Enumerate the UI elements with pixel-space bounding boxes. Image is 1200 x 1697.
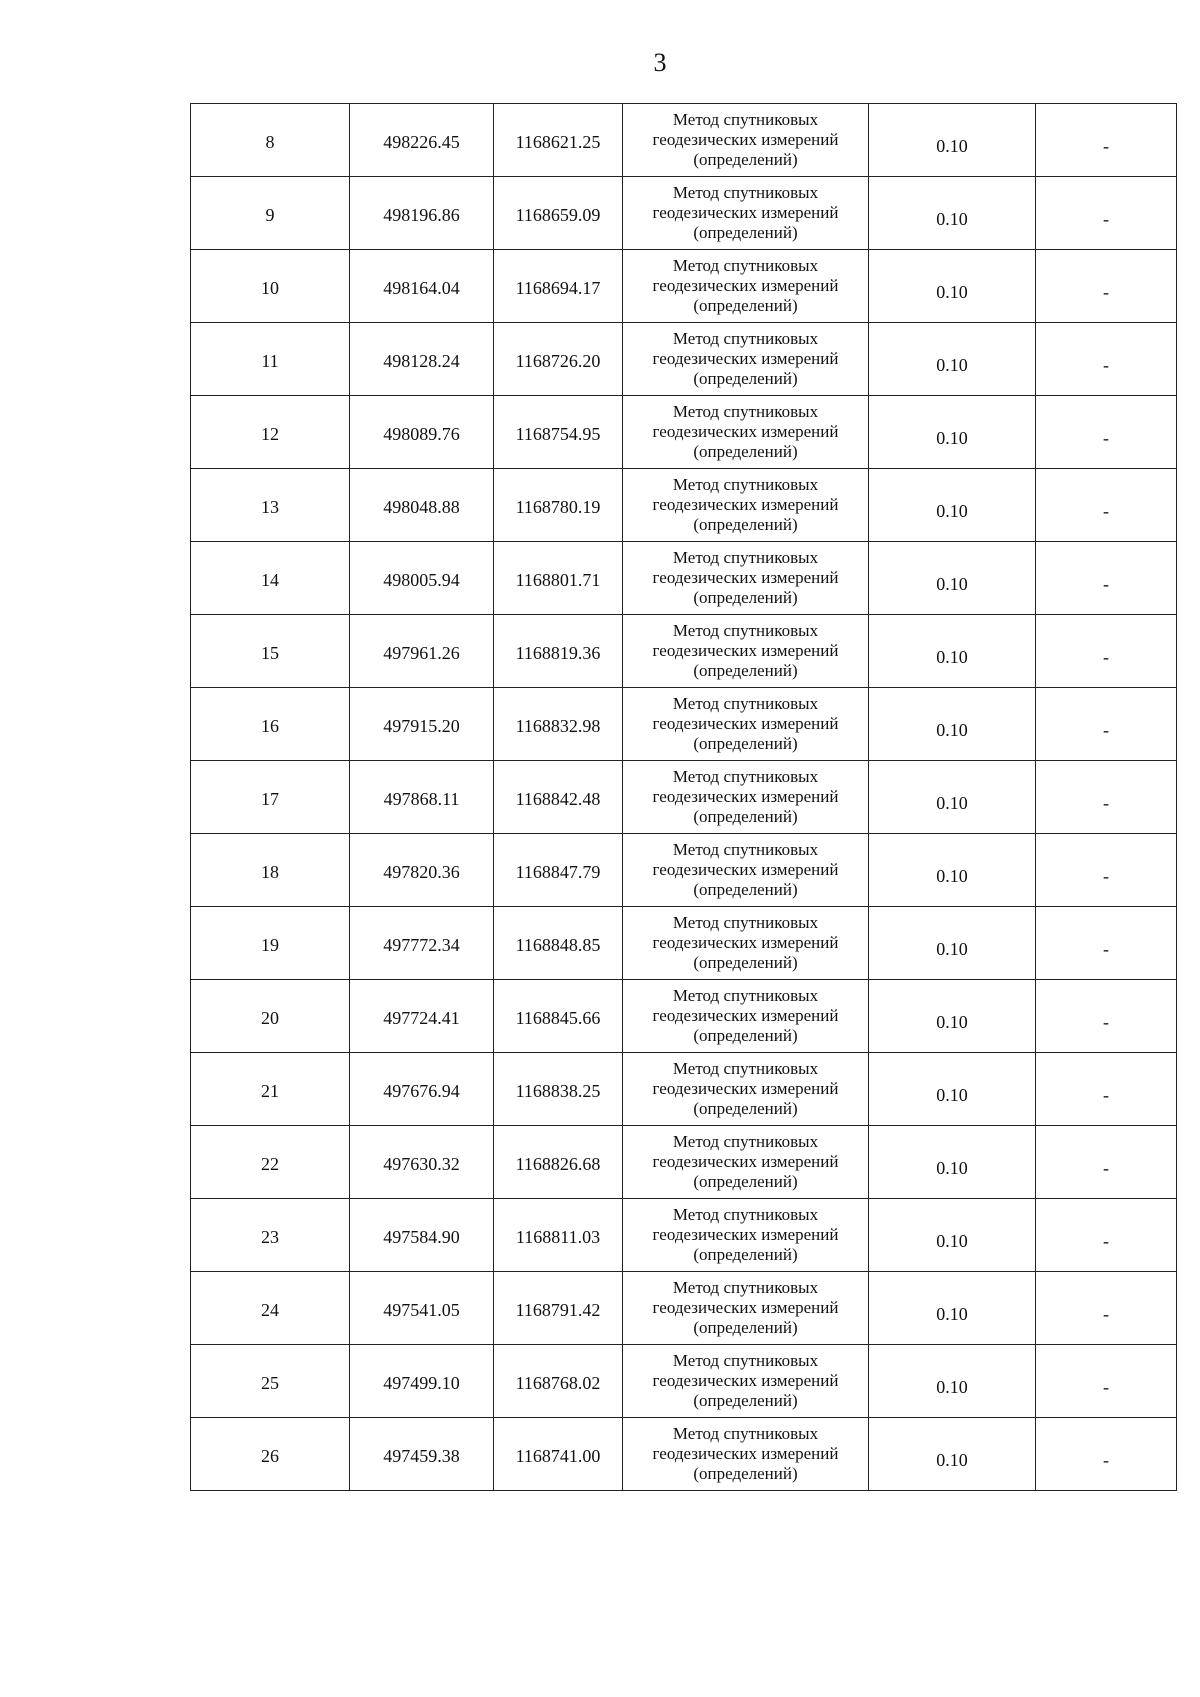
point-number-cell-text: 24	[261, 1300, 279, 1321]
method-line: геодезических измерений	[652, 202, 839, 222]
table-row	[191, 250, 1177, 323]
extra-cell-text: -	[1103, 209, 1109, 230]
method-line: геодезических измерений	[652, 1005, 839, 1025]
method-line: геодезических измерений	[652, 1078, 839, 1098]
x-coordinate-cell	[350, 834, 494, 907]
point-number-cell	[191, 250, 350, 323]
x-coordinate-cell	[350, 177, 494, 250]
y-coordinate-cell	[494, 177, 623, 250]
method-line: (определений)	[693, 296, 798, 316]
table-row	[191, 761, 1177, 834]
x-coordinate-cell	[350, 396, 494, 469]
y-coordinate-cell-text: 1168780.19	[515, 497, 601, 518]
extra-cell	[1036, 396, 1177, 469]
table-row	[191, 396, 1177, 469]
table-row	[191, 1345, 1177, 1418]
method-line: Метод спутниковых	[672, 839, 819, 859]
extra-cell-text: -	[1103, 574, 1109, 595]
method-cell	[623, 615, 869, 688]
point-number-cell	[191, 615, 350, 688]
point-number-cell-text: 13	[261, 497, 279, 518]
y-coordinate-cell-text: 1168838.25	[515, 1081, 601, 1102]
extra-cell	[1036, 1345, 1177, 1418]
method-cell	[623, 761, 869, 834]
y-coordinate-cell	[494, 1345, 623, 1418]
point-number-cell-text: 22	[261, 1154, 279, 1175]
y-coordinate-cell-text: 1168768.02	[515, 1373, 601, 1394]
method-cell	[623, 104, 869, 177]
table-row	[191, 1272, 1177, 1345]
extra-cell	[1036, 1418, 1177, 1491]
x-coordinate-cell	[350, 615, 494, 688]
method-cell	[623, 1199, 869, 1272]
table-row	[191, 834, 1177, 907]
method-line: геодезических измерений	[652, 567, 839, 587]
method-cell	[623, 834, 869, 907]
method-line: (определений)	[693, 1026, 798, 1046]
extra-cell-text: -	[1103, 939, 1109, 960]
method-line: геодезических измерений	[652, 640, 839, 660]
method-line: Метод спутниковых	[672, 255, 819, 275]
y-coordinate-cell-text: 1168726.20	[515, 351, 601, 372]
accuracy-cell	[869, 1418, 1036, 1491]
table-row	[191, 542, 1177, 615]
extra-cell-text: -	[1103, 866, 1109, 887]
accuracy-cell	[869, 1126, 1036, 1199]
y-coordinate-cell-text: 1168847.79	[515, 862, 601, 883]
point-number-cell-text: 12	[261, 424, 279, 445]
method-cell	[623, 1418, 869, 1491]
method-line: Метод спутниковых	[672, 693, 819, 713]
table-row	[191, 688, 1177, 761]
table-row	[191, 980, 1177, 1053]
method-line: геодезических измерений	[652, 932, 839, 952]
accuracy-cell-text: 0.10	[936, 647, 968, 668]
method-line: Метод спутниковых	[672, 547, 819, 567]
point-number-cell	[191, 907, 350, 980]
accuracy-cell	[869, 177, 1036, 250]
point-number-cell-text: 23	[261, 1227, 279, 1248]
method-line: Метод спутниковых	[672, 620, 819, 640]
y-coordinate-cell	[494, 104, 623, 177]
method-cell	[623, 688, 869, 761]
method-line: Метод спутниковых	[672, 766, 819, 786]
method-line: геодезических измерений	[652, 1443, 839, 1463]
accuracy-cell-text: 0.10	[936, 501, 968, 522]
method-line: (определений)	[693, 661, 798, 681]
accuracy-cell-text: 0.10	[936, 1450, 968, 1471]
extra-cell-text: -	[1103, 1158, 1109, 1179]
x-coordinate-cell	[350, 688, 494, 761]
method-line: геодезических измерений	[652, 421, 839, 441]
method-cell	[623, 1345, 869, 1418]
accuracy-cell-text: 0.10	[936, 1377, 968, 1398]
y-coordinate-cell-text: 1168694.17	[515, 278, 601, 299]
x-coordinate-cell-text: 498196.86	[383, 205, 460, 226]
accuracy-cell-text: 0.10	[936, 1085, 968, 1106]
y-coordinate-cell	[494, 542, 623, 615]
method-line: геодезических измерений	[652, 129, 839, 149]
x-coordinate-cell-text: 498005.94	[383, 570, 460, 591]
extra-cell	[1036, 1053, 1177, 1126]
accuracy-cell-text: 0.10	[936, 720, 968, 741]
x-coordinate-cell-text: 498128.24	[383, 351, 460, 372]
point-number-cell	[191, 1418, 350, 1491]
method-line: геодезических измерений	[652, 1370, 839, 1390]
y-coordinate-cell	[494, 1199, 623, 1272]
accuracy-cell-text: 0.10	[936, 793, 968, 814]
extra-cell-text: -	[1103, 1304, 1109, 1325]
method-line: (определений)	[693, 1464, 798, 1484]
method-line: Метод спутниковых	[672, 985, 819, 1005]
point-number-cell-text: 8	[265, 132, 275, 153]
method-cell	[623, 980, 869, 1053]
table-row	[191, 177, 1177, 250]
y-coordinate-cell	[494, 1126, 623, 1199]
x-coordinate-cell-text: 497541.05	[383, 1300, 460, 1321]
method-line: (определений)	[693, 369, 798, 389]
y-coordinate-cell-text: 1168819.36	[515, 643, 601, 664]
x-coordinate-cell-text: 497676.94	[383, 1081, 460, 1102]
x-coordinate-cell-text: 497915.20	[383, 716, 460, 737]
x-coordinate-cell	[350, 1345, 494, 1418]
x-coordinate-cell	[350, 761, 494, 834]
x-coordinate-cell-text: 497459.38	[383, 1446, 460, 1467]
x-coordinate-cell-text: 497630.32	[383, 1154, 460, 1175]
extra-cell	[1036, 104, 1177, 177]
accuracy-cell	[869, 1345, 1036, 1418]
extra-cell	[1036, 1126, 1177, 1199]
y-coordinate-cell-text: 1168801.71	[515, 570, 601, 591]
y-coordinate-cell	[494, 1272, 623, 1345]
method-cell	[623, 323, 869, 396]
point-number-cell-text: 21	[261, 1081, 279, 1102]
point-number-cell	[191, 323, 350, 396]
accuracy-cell	[869, 104, 1036, 177]
accuracy-cell-text: 0.10	[936, 574, 968, 595]
table-row	[191, 1053, 1177, 1126]
point-number-cell	[191, 469, 350, 542]
method-line: (определений)	[693, 1245, 798, 1265]
accuracy-cell	[869, 250, 1036, 323]
x-coordinate-cell-text: 498089.76	[383, 424, 460, 445]
point-number-cell-text: 18	[261, 862, 279, 883]
method-line: (определений)	[693, 223, 798, 243]
method-line: (определений)	[693, 1172, 798, 1192]
method-line: геодезических измерений	[652, 1224, 839, 1244]
method-line: Метод спутниковых	[672, 912, 819, 932]
y-coordinate-cell-text: 1168832.98	[515, 716, 601, 737]
x-coordinate-cell-text: 497820.36	[383, 862, 460, 883]
extra-cell	[1036, 980, 1177, 1053]
extra-cell-text: -	[1103, 501, 1109, 522]
method-cell	[623, 396, 869, 469]
point-number-cell	[191, 396, 350, 469]
extra-cell	[1036, 177, 1177, 250]
y-coordinate-cell-text: 1168848.85	[515, 935, 601, 956]
point-number-cell	[191, 542, 350, 615]
x-coordinate-cell-text: 497868.11	[383, 789, 460, 810]
accuracy-cell-text: 0.10	[936, 428, 968, 449]
extra-cell	[1036, 542, 1177, 615]
point-number-cell-text: 19	[261, 935, 279, 956]
point-number-cell	[191, 1126, 350, 1199]
accuracy-cell-text: 0.10	[936, 1231, 968, 1252]
y-coordinate-cell-text: 1168845.66	[515, 1008, 601, 1029]
method-line: (определений)	[693, 1099, 798, 1119]
table-row	[191, 1418, 1177, 1491]
extra-cell	[1036, 688, 1177, 761]
method-line: Метод спутниковых	[672, 109, 819, 129]
point-number-cell	[191, 761, 350, 834]
method-cell	[623, 469, 869, 542]
accuracy-cell-text: 0.10	[936, 1158, 968, 1179]
method-cell	[623, 1272, 869, 1345]
extra-cell-text: -	[1103, 793, 1109, 814]
point-number-cell-text: 9	[265, 205, 275, 226]
method-line: Метод спутниковых	[672, 474, 819, 494]
table-row	[191, 1126, 1177, 1199]
x-coordinate-cell	[350, 1126, 494, 1199]
extra-cell	[1036, 1272, 1177, 1345]
method-line: Метод спутниковых	[672, 1350, 819, 1370]
point-number-cell	[191, 834, 350, 907]
method-line: (определений)	[693, 953, 798, 973]
accuracy-cell-text: 0.10	[936, 939, 968, 960]
x-coordinate-cell	[350, 323, 494, 396]
y-coordinate-cell	[494, 1053, 623, 1126]
point-number-cell-text: 20	[261, 1008, 279, 1029]
accuracy-cell	[869, 1199, 1036, 1272]
x-coordinate-cell-text: 497724.41	[383, 1008, 460, 1029]
accuracy-cell-text: 0.10	[936, 282, 968, 303]
method-line: геодезических измерений	[652, 275, 839, 295]
point-number-cell-text: 17	[261, 789, 279, 810]
method-line: Метод спутниковых	[672, 1204, 819, 1224]
point-number-cell	[191, 177, 350, 250]
x-coordinate-cell	[350, 1053, 494, 1126]
point-number-cell-text: 25	[261, 1373, 279, 1394]
y-coordinate-cell	[494, 615, 623, 688]
accuracy-cell	[869, 688, 1036, 761]
y-coordinate-cell-text: 1168659.09	[515, 205, 601, 226]
method-line: (определений)	[693, 1318, 798, 1338]
method-line: Метод спутниковых	[672, 1423, 819, 1443]
extra-cell	[1036, 469, 1177, 542]
y-coordinate-cell	[494, 323, 623, 396]
y-coordinate-cell-text: 1168621.25	[515, 132, 601, 153]
x-coordinate-cell	[350, 1272, 494, 1345]
method-cell	[623, 542, 869, 615]
x-coordinate-cell	[350, 1199, 494, 1272]
x-coordinate-cell-text: 497772.34	[383, 935, 460, 956]
method-cell	[623, 1126, 869, 1199]
method-cell	[623, 907, 869, 980]
x-coordinate-cell	[350, 542, 494, 615]
coordinates-table-body	[191, 104, 1177, 1491]
method-line: геодезических измерений	[652, 786, 839, 806]
x-coordinate-cell-text: 498048.88	[383, 497, 460, 518]
table-row	[191, 469, 1177, 542]
x-coordinate-cell-text: 497584.90	[383, 1227, 460, 1248]
method-line: Метод спутниковых	[672, 1131, 819, 1151]
method-line: (определений)	[693, 515, 798, 535]
extra-cell	[1036, 250, 1177, 323]
extra-cell-text: -	[1103, 1231, 1109, 1252]
method-line: Метод спутниковых	[672, 328, 819, 348]
accuracy-cell-text: 0.10	[936, 136, 968, 157]
method-line: (определений)	[693, 734, 798, 754]
point-number-cell	[191, 688, 350, 761]
y-coordinate-cell	[494, 1418, 623, 1491]
extra-cell-text: -	[1103, 136, 1109, 157]
y-coordinate-cell	[494, 688, 623, 761]
x-coordinate-cell	[350, 980, 494, 1053]
x-coordinate-cell	[350, 1418, 494, 1491]
extra-cell-text: -	[1103, 1012, 1109, 1033]
y-coordinate-cell-text: 1168842.48	[515, 789, 601, 810]
y-coordinate-cell	[494, 250, 623, 323]
x-coordinate-cell	[350, 104, 494, 177]
extra-cell-text: -	[1103, 720, 1109, 741]
method-line: (определений)	[693, 880, 798, 900]
extra-cell-text: -	[1103, 647, 1109, 668]
extra-cell-text: -	[1103, 355, 1109, 376]
x-coordinate-cell-text: 497499.10	[383, 1373, 460, 1394]
y-coordinate-cell	[494, 761, 623, 834]
x-coordinate-cell-text: 498226.45	[383, 132, 460, 153]
method-line: геодезических измерений	[652, 348, 839, 368]
accuracy-cell	[869, 834, 1036, 907]
method-line: (определений)	[693, 1391, 798, 1411]
x-coordinate-cell-text: 497961.26	[383, 643, 460, 664]
coordinates-table	[190, 103, 1177, 1491]
method-line: (определений)	[693, 807, 798, 827]
extra-cell-text: -	[1103, 1377, 1109, 1398]
y-coordinate-cell-text: 1168826.68	[515, 1154, 601, 1175]
accuracy-cell-text: 0.10	[936, 355, 968, 376]
y-coordinate-cell	[494, 396, 623, 469]
point-number-cell	[191, 1345, 350, 1418]
method-line: геодезических измерений	[652, 859, 839, 879]
method-line: геодезических измерений	[652, 1151, 839, 1171]
x-coordinate-cell	[350, 250, 494, 323]
accuracy-cell-text: 0.10	[936, 1304, 968, 1325]
method-cell	[623, 1053, 869, 1126]
extra-cell	[1036, 761, 1177, 834]
x-coordinate-cell-text: 498164.04	[383, 278, 460, 299]
extra-cell	[1036, 323, 1177, 396]
accuracy-cell	[869, 615, 1036, 688]
method-line: (определений)	[693, 150, 798, 170]
accuracy-cell	[869, 1272, 1036, 1345]
x-coordinate-cell	[350, 907, 494, 980]
accuracy-cell-text: 0.10	[936, 1012, 968, 1033]
table-row	[191, 907, 1177, 980]
y-coordinate-cell	[494, 980, 623, 1053]
point-number-cell-text: 11	[261, 351, 279, 372]
extra-cell-text: -	[1103, 428, 1109, 449]
accuracy-cell-text: 0.10	[936, 866, 968, 887]
x-coordinate-cell	[350, 469, 494, 542]
accuracy-cell	[869, 1053, 1036, 1126]
point-number-cell	[191, 1053, 350, 1126]
point-number-cell-text: 16	[261, 716, 279, 737]
method-line: геодезических измерений	[652, 494, 839, 514]
method-line: (определений)	[693, 442, 798, 462]
y-coordinate-cell	[494, 469, 623, 542]
method-line: Метод спутниковых	[672, 401, 819, 421]
accuracy-cell	[869, 980, 1036, 1053]
method-cell	[623, 250, 869, 323]
point-number-cell-text: 15	[261, 643, 279, 664]
accuracy-cell	[869, 323, 1036, 396]
y-coordinate-cell-text: 1168811.03	[515, 1227, 601, 1248]
accuracy-cell	[869, 542, 1036, 615]
method-line: Метод спутниковых	[672, 182, 819, 202]
point-number-cell-text: 26	[261, 1446, 279, 1467]
method-line: Метод спутниковых	[672, 1277, 819, 1297]
method-line: геодезических измерений	[652, 713, 839, 733]
table-row	[191, 104, 1177, 177]
y-coordinate-cell-text: 1168754.95	[515, 424, 601, 445]
extra-cell-text: -	[1103, 1450, 1109, 1471]
point-number-cell	[191, 1272, 350, 1345]
table-row	[191, 615, 1177, 688]
extra-cell	[1036, 834, 1177, 907]
extra-cell	[1036, 907, 1177, 980]
accuracy-cell	[869, 907, 1036, 980]
coordinates-table-container	[190, 103, 1170, 1491]
page-number: 3	[653, 48, 667, 77]
table-row	[191, 323, 1177, 396]
method-line: Метод спутниковых	[672, 1058, 819, 1078]
accuracy-cell	[869, 469, 1036, 542]
accuracy-cell	[869, 761, 1036, 834]
y-coordinate-cell	[494, 907, 623, 980]
extra-cell	[1036, 1199, 1177, 1272]
table-row	[191, 1199, 1177, 1272]
point-number-cell	[191, 980, 350, 1053]
accuracy-cell-text: 0.10	[936, 209, 968, 230]
point-number-cell	[191, 104, 350, 177]
extra-cell	[1036, 615, 1177, 688]
method-cell	[623, 177, 869, 250]
method-line: геодезических измерений	[652, 1297, 839, 1317]
y-coordinate-cell-text: 1168791.42	[515, 1300, 601, 1321]
point-number-cell	[191, 1199, 350, 1272]
method-line: (определений)	[693, 588, 798, 608]
accuracy-cell	[869, 396, 1036, 469]
point-number-cell-text: 14	[261, 570, 279, 591]
point-number-cell-text: 10	[261, 278, 279, 299]
y-coordinate-cell	[494, 834, 623, 907]
y-coordinate-cell-text: 1168741.00	[515, 1446, 601, 1467]
extra-cell-text: -	[1103, 282, 1109, 303]
extra-cell-text: -	[1103, 1085, 1109, 1106]
